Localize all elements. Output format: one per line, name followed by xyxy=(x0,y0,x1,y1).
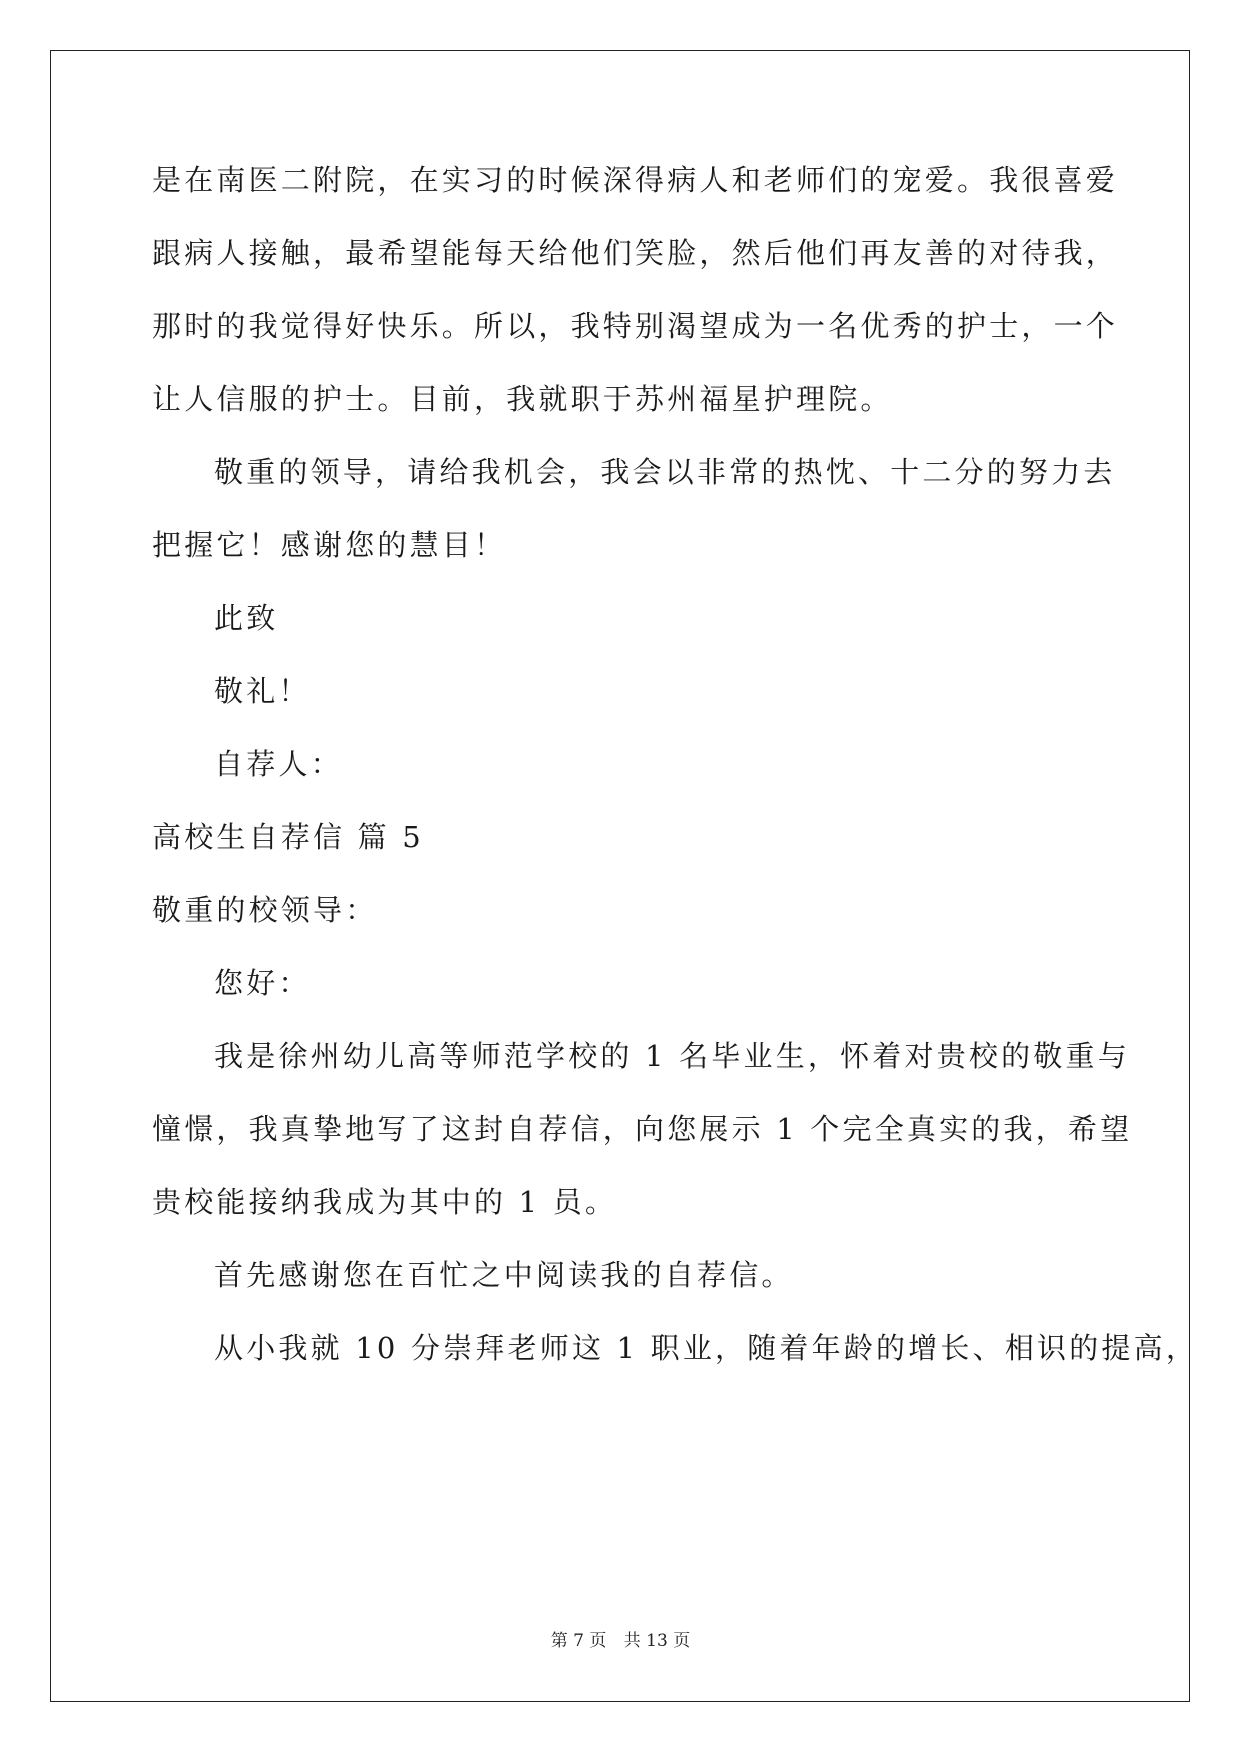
body-line: 跟病人接触，最希望能每天给他们笑脸，然后他们再友善的对待我， xyxy=(152,236,1119,270)
body-line: 敬重的领导，请给我机会，我会以非常的热忱、十二分的努力去 xyxy=(214,455,1116,489)
signature-label: 自荐人： xyxy=(214,747,343,781)
body-line: 把握它！感谢您的慧目！ xyxy=(152,528,507,562)
body-line: 那时的我觉得好快乐。所以，我特别渴望成为一名优秀的护士，一个 xyxy=(152,309,1119,343)
body-line: 贵校能接纳我成为其中的 1 员。 xyxy=(152,1185,618,1219)
page-total: 共 13 页 xyxy=(623,1631,691,1651)
letter-greeting: 您好： xyxy=(214,966,311,1000)
letter-addressee: 敬重的校领导： xyxy=(152,893,378,927)
page-border xyxy=(50,50,1190,1702)
body-line: 让人信服的护士。目前，我就职于苏州福星护理院。 xyxy=(152,382,893,416)
closing-salutation: 此致 xyxy=(214,601,279,635)
body-line: 首先感谢您在百忙之中阅读我的自荐信。 xyxy=(214,1258,794,1292)
page-number: 第 7 页 xyxy=(550,1631,607,1651)
body-line: 是在南医二附院，在实习的时候深得病人和老师们的宠爱。我很喜爱 xyxy=(152,163,1119,197)
section-heading: 高校生自荐信 篇 5 xyxy=(152,820,424,854)
body-line: 憧憬，我真挚地写了这封自荐信，向您展示 1 个完全真实的我，希望 xyxy=(152,1112,1133,1146)
closing-regards: 敬礼！ xyxy=(214,674,311,708)
body-line: 我是徐州幼儿高等师范学校的 1 名毕业生，怀着对贵校的敬重与 xyxy=(214,1039,1130,1073)
page-footer xyxy=(0,1626,1241,1651)
body-line: 从小我就 10 分崇拜老师这 1 职业，随着年龄的增长、相识的提高， xyxy=(214,1331,1199,1365)
